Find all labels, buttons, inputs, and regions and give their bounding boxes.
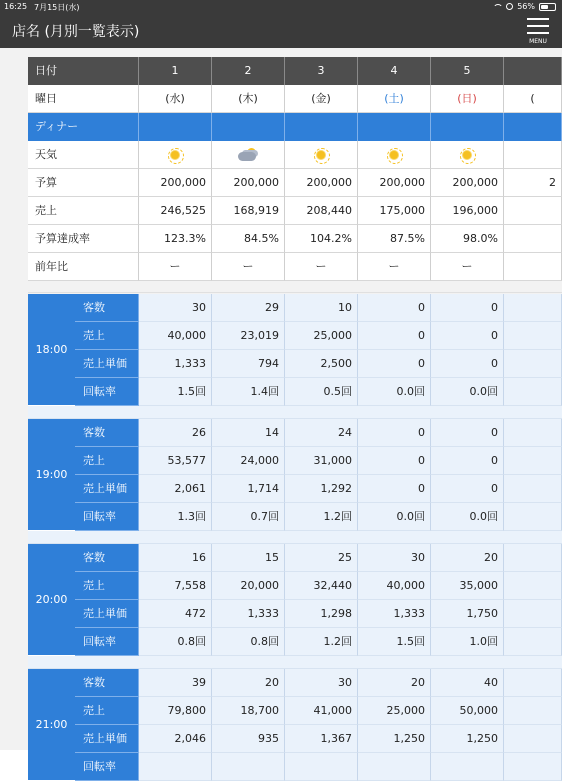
weekday-cell: (日) [431, 85, 504, 113]
metric-value-cell: 1,333 [139, 350, 212, 378]
metric-value-cell: 0 [431, 475, 504, 503]
sunny-icon [459, 147, 475, 163]
metric-value-cell: 1.2回 [285, 503, 358, 531]
yoy-cell: ー [358, 253, 431, 281]
metric-label: 回転率 [75, 378, 139, 406]
metric-value-cell: 2,061 [139, 475, 212, 503]
row-label-date: 日付 [28, 57, 139, 85]
sales-cell: 168,919 [212, 197, 285, 225]
metric-value-cell: 50,000 [431, 697, 504, 725]
metric-label: 回転率 [75, 628, 139, 656]
achievement-cell: 84.5% [212, 225, 285, 253]
metric-value-cell [358, 753, 431, 781]
budget-cell: 200,000 [139, 169, 212, 197]
date-header-6[interactable] [504, 57, 562, 85]
sales-cell: 246,525 [139, 197, 212, 225]
achievement-cell: 123.3% [139, 225, 212, 253]
metric-value-cell: 20 [358, 669, 431, 697]
metric-value-cell: 1,292 [285, 475, 358, 503]
yoy-cell: ー [285, 253, 358, 281]
metric-value-cell: 0 [358, 350, 431, 378]
metric-label: 客数 [75, 669, 139, 697]
date-header-1[interactable]: 1 [139, 57, 212, 85]
achievement-cell: 87.5% [358, 225, 431, 253]
metric-value-cell: 29 [212, 294, 285, 322]
metric-value-cell [504, 475, 562, 503]
monthly-table[interactable] [28, 57, 562, 773]
achievement-cell: 98.0% [431, 225, 504, 253]
metric-value-cell [504, 378, 562, 406]
dinner-band [139, 113, 212, 141]
budget-cell: 2 [504, 169, 562, 197]
budget-cell: 200,000 [431, 169, 504, 197]
metric-value-cell: 1,750 [431, 600, 504, 628]
sales-cell: 175,000 [358, 197, 431, 225]
metric-value-cell: 0 [358, 475, 431, 503]
metric-label: 回転率 [75, 753, 139, 781]
metric-value-cell: 0.0回 [431, 503, 504, 531]
metric-label: 売上 [75, 447, 139, 475]
hamburger-icon-bar [527, 32, 549, 34]
metric-value-cell: 0.8回 [139, 628, 212, 656]
battery-icon [539, 3, 556, 11]
metric-value-cell: 7,558 [139, 572, 212, 600]
achievement-cell [504, 225, 562, 253]
metric-value-cell: 1.4回 [212, 378, 285, 406]
metric-value-cell: 25,000 [285, 322, 358, 350]
dinner-band [504, 113, 562, 141]
metric-value-cell: 20,000 [212, 572, 285, 600]
metric-value-cell: 16 [139, 544, 212, 572]
sunny-icon [313, 147, 329, 163]
metric-value-cell: 30 [358, 544, 431, 572]
row-label-weekday: 曜日 [28, 85, 139, 113]
row-label-yoy: 前年比 [28, 253, 139, 281]
metric-value-cell: 30 [285, 669, 358, 697]
hamburger-icon [527, 18, 549, 20]
metric-value-cell: 1,333 [358, 600, 431, 628]
metric-value-cell: 40 [431, 669, 504, 697]
metric-value-cell: 79,800 [139, 697, 212, 725]
sales-cell [504, 197, 562, 225]
menu-button[interactable] [524, 16, 552, 46]
budget-cell: 200,000 [358, 169, 431, 197]
weekday-cell: (土) [358, 85, 431, 113]
time-slot-label: 18:00 [28, 294, 75, 406]
metric-label: 回転率 [75, 503, 139, 531]
metric-value-cell: 0.0回 [358, 378, 431, 406]
yoy-cell [504, 253, 562, 281]
metric-value-cell: 20 [212, 669, 285, 697]
metric-value-cell [504, 503, 562, 531]
metric-value-cell: 30 [139, 294, 212, 322]
metric-value-cell [504, 322, 562, 350]
metric-value-cell: 1,714 [212, 475, 285, 503]
dinner-band [285, 113, 358, 141]
metric-label: 売上 [75, 322, 139, 350]
metric-value-cell [504, 350, 562, 378]
budget-cell: 200,000 [285, 169, 358, 197]
metric-value-cell: 1,333 [212, 600, 285, 628]
metric-value-cell [504, 753, 562, 781]
metric-value-cell [504, 628, 562, 656]
metric-value-cell: 0.5回 [285, 378, 358, 406]
time-slot-label: 21:00 [28, 669, 75, 781]
status-indicators [492, 2, 556, 11]
date-header-5[interactable]: 5 [431, 57, 504, 85]
metric-label: 客数 [75, 294, 139, 322]
dinner-band [431, 113, 504, 141]
metric-value-cell: 0 [431, 294, 504, 322]
metric-value-cell: 1.2回 [285, 628, 358, 656]
sunny-icon [167, 147, 183, 163]
metric-label: 売上単価 [75, 350, 139, 378]
weather-cell [212, 141, 285, 169]
dinner-band [212, 113, 285, 141]
metric-value-cell: 0 [431, 447, 504, 475]
metric-value-cell: 0.0回 [431, 378, 504, 406]
weekday-cell: (水) [139, 85, 212, 113]
metric-value-cell: 1,298 [285, 600, 358, 628]
status-time: 16:25 [4, 2, 28, 11]
metric-value-cell: 24,000 [212, 447, 285, 475]
metric-value-cell: 0.0回 [358, 503, 431, 531]
metric-label: 売上 [75, 572, 139, 600]
metric-value-cell: 0.7回 [212, 503, 285, 531]
block-spacer [28, 656, 562, 669]
metric-value-cell [504, 600, 562, 628]
weather-cell [285, 141, 358, 169]
metric-label: 客数 [75, 544, 139, 572]
metric-value-cell: 0 [358, 447, 431, 475]
metric-value-cell: 2,046 [139, 725, 212, 753]
metric-value-cell: 2,500 [285, 350, 358, 378]
metric-value-cell: 935 [212, 725, 285, 753]
metric-value-cell: 25,000 [358, 697, 431, 725]
metric-value-cell: 1,250 [358, 725, 431, 753]
row-label-dinner: ディナー [28, 113, 139, 141]
metric-label: 売上単価 [75, 475, 139, 503]
metric-value-cell [504, 669, 562, 697]
metric-label: 売上単価 [75, 725, 139, 753]
metric-value-cell: 40,000 [358, 572, 431, 600]
weather-cell [358, 141, 431, 169]
metric-value-cell: 0.8回 [212, 628, 285, 656]
cloudy-icon [237, 148, 259, 162]
date-header-4[interactable]: 4 [358, 57, 431, 85]
metric-value-cell: 10 [285, 294, 358, 322]
menu-label: MENU [529, 38, 547, 45]
metric-value-cell: 18,700 [212, 697, 285, 725]
metric-value-cell [504, 447, 562, 475]
battery-percent: 56% [517, 2, 535, 11]
metric-value-cell [504, 419, 562, 447]
metric-value-cell: 14 [212, 419, 285, 447]
metric-value-cell: 15 [212, 544, 285, 572]
wifi-icon [492, 3, 502, 11]
metric-value-cell [431, 753, 504, 781]
metric-value-cell: 24 [285, 419, 358, 447]
achievement-cell: 104.2% [285, 225, 358, 253]
title-bar [0, 14, 562, 48]
metric-value-cell: 1,367 [285, 725, 358, 753]
metric-value-cell: 1.5回 [139, 378, 212, 406]
page-title: 店名 (月別一覧表示) [12, 24, 140, 40]
metric-value-cell [139, 753, 212, 781]
metric-value-cell: 794 [212, 350, 285, 378]
metric-value-cell: 0 [431, 419, 504, 447]
metric-value-cell [212, 753, 285, 781]
weather-cell [431, 141, 504, 169]
weather-cell [504, 141, 562, 169]
weekday-cell: ( [504, 85, 562, 113]
metric-value-cell [504, 544, 562, 572]
metric-value-cell: 35,000 [431, 572, 504, 600]
metric-label: 売上 [75, 697, 139, 725]
yoy-cell: ー [431, 253, 504, 281]
time-slot-label: 19:00 [28, 419, 75, 531]
hamburger-icon-bar [527, 25, 549, 27]
metric-value-cell [504, 572, 562, 600]
metric-value-cell [285, 753, 358, 781]
metric-value-cell: 23,019 [212, 322, 285, 350]
metric-value-cell: 32,440 [285, 572, 358, 600]
row-label-sales: 売上 [28, 197, 139, 225]
metric-value-cell: 40,000 [139, 322, 212, 350]
metric-value-cell: 1.3回 [139, 503, 212, 531]
status-date: 7月15日(水) [34, 3, 80, 12]
budget-cell: 200,000 [212, 169, 285, 197]
time-slot-label: 20:00 [28, 544, 75, 656]
metric-value-cell [504, 294, 562, 322]
sunny-icon [386, 147, 402, 163]
block-spacer [28, 406, 562, 419]
metric-label: 客数 [75, 419, 139, 447]
date-header-3[interactable]: 3 [285, 57, 358, 85]
metric-value-cell: 1,250 [431, 725, 504, 753]
metric-value-cell: 472 [139, 600, 212, 628]
date-header-2[interactable]: 2 [212, 57, 285, 85]
metric-value-cell [504, 725, 562, 753]
orientation-lock-icon [506, 3, 513, 10]
metric-value-cell: 25 [285, 544, 358, 572]
row-label-weather: 天気 [28, 141, 139, 169]
status-bar [0, 0, 562, 14]
yoy-cell: ー [139, 253, 212, 281]
weekday-cell: (木) [212, 85, 285, 113]
metric-value-cell: 31,000 [285, 447, 358, 475]
row-label-budget: 予算 [28, 169, 139, 197]
metric-value-cell [504, 697, 562, 725]
section-spacer [28, 281, 562, 293]
metric-value-cell: 39 [139, 669, 212, 697]
metric-value-cell: 0 [431, 322, 504, 350]
metric-value-cell: 0 [358, 322, 431, 350]
metric-value-cell: 0 [358, 419, 431, 447]
metric-value-cell: 41,000 [285, 697, 358, 725]
weather-cell [139, 141, 212, 169]
metric-value-cell: 1.5回 [358, 628, 431, 656]
sales-cell: 208,440 [285, 197, 358, 225]
block-spacer [28, 531, 562, 544]
weekday-cell: (金) [285, 85, 358, 113]
metric-value-cell: 0 [431, 350, 504, 378]
metric-value-cell: 1.0回 [431, 628, 504, 656]
metric-value-cell: 20 [431, 544, 504, 572]
metric-value-cell: 53,577 [139, 447, 212, 475]
metric-label: 売上単価 [75, 600, 139, 628]
metric-value-cell: 0 [358, 294, 431, 322]
row-label-achievement: 予算達成率 [28, 225, 139, 253]
dinner-band [358, 113, 431, 141]
metric-value-cell: 26 [139, 419, 212, 447]
sales-cell: 196,000 [431, 197, 504, 225]
yoy-cell: ー [212, 253, 285, 281]
